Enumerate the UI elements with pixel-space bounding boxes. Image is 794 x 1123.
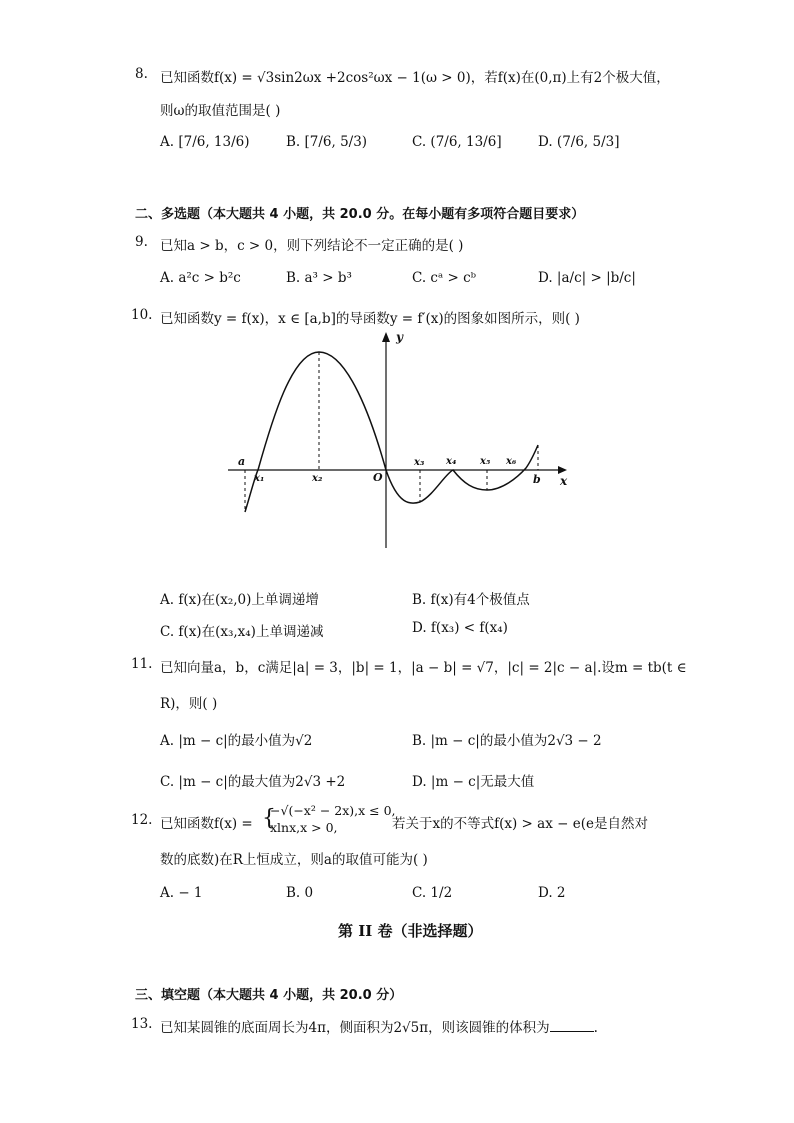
part-two-title: 第 II 卷（非选择题） — [338, 922, 483, 940]
q11-option-c: C. |m − c|的最大值为2√3 +2 — [160, 774, 346, 790]
q13-stem — [160, 1016, 598, 1036]
piecewise-brace: { — [262, 806, 276, 831]
q9-option-c: C. cᵃ > cᵇ — [412, 270, 477, 286]
q9-number: 9. — [135, 234, 148, 250]
q8-number: 8. — [135, 66, 148, 82]
label-x5: x₅ — [480, 456, 491, 467]
answer-blank[interactable] — [550, 1019, 594, 1032]
label-x6: x₆ — [506, 456, 517, 467]
q12-option-c: C. 1/2 — [412, 885, 453, 901]
q8-option-d: D. (7/6, 5/3] — [538, 134, 620, 150]
q13-number: 13. — [131, 1016, 153, 1032]
q9-stem: 已知a > b，c > 0，则下列结论不一定正确的是( ) — [160, 238, 464, 254]
q13-period: . — [593, 1020, 598, 1036]
label-x2: x₂ — [312, 473, 323, 484]
q11-option-b: B. |m − c|的最小值为2√3 − 2 — [412, 733, 602, 749]
section-heading-fill-blank: 三、填空题（本大题共 4 小题，共 20.0 分） — [135, 988, 403, 1003]
q11-stem-line1: 已知向量a，b，c满足|a| = 3，|b| = 1，|a − b| = √7，|c| = 2|c − a|.设m = tb(t ∈ — [160, 660, 687, 676]
q10-option-a: A. f(x)在(x₂,0)上单调递增 — [160, 592, 319, 608]
label-x3: x₃ — [414, 457, 425, 468]
label-x1: x₁ — [254, 473, 265, 484]
label-x4: x₄ — [446, 456, 457, 467]
q8-option-b: B. [7/6, 5/3) — [286, 134, 368, 150]
q13-text: 已知某圆锥的底面周长为4π，侧面积为2√5π，则该圆锥的体积为 — [160, 1020, 550, 1036]
q11-stem-line2: R)，则( ) — [160, 696, 218, 712]
q12-piece-1: −√(−x² − 2x),x ≤ 0, — [270, 803, 396, 818]
q12-piece-2: xlnx,x > 0, — [270, 820, 338, 835]
q8-option-c: C. (7/6, 13/6] — [412, 134, 502, 150]
label-a: a — [238, 455, 246, 468]
q9-option-d: D. |a/c| > |b/c| — [538, 270, 636, 286]
q9-option-b: B. a³ > b³ — [286, 270, 352, 286]
q11-option-a: A. |m − c|的最小值为√2 — [160, 733, 313, 749]
q12-stem-tail: 若关于x的不等式f(x) > ax − e(e是自然对 — [392, 816, 648, 832]
y-axis-label: y — [396, 330, 403, 344]
derivative-curve — [245, 352, 538, 512]
q10-option-b: B. f(x)有4个极值点 — [412, 592, 530, 608]
section-heading-multi-choice: 二、多选题（本大题共 4 小题，共 20.0 分。在每小题有多项符合题目要求） — [135, 207, 585, 222]
q9-option-a: A. a²c > b²c — [160, 270, 241, 286]
q12-stem-line2: 数的底数)在R上恒成立，则a的取值可能为( ) — [160, 852, 428, 868]
q12-option-b: B. 0 — [286, 885, 314, 901]
q10-option-c: C. f(x)在(x₃,x₄)上单调递减 — [160, 624, 324, 640]
q8-stem-line1: 已知函数f(x) = √3sin2ωx +2cos²ωx − 1(ω > 0)，若f(x)在(0,π)上有2个极大值， — [160, 70, 670, 86]
origin-label: O — [373, 471, 383, 484]
y-axis-arrow — [382, 332, 390, 342]
q11-number: 11. — [131, 656, 153, 672]
q11-option-d: D. |m − c|无最大值 — [412, 774, 535, 790]
x-axis-arrow — [558, 466, 567, 474]
q10-number: 10. — [131, 307, 153, 323]
q12-option-d: D. 2 — [538, 885, 566, 901]
label-b: b — [533, 473, 541, 486]
q10-option-d: D. f(x₃) < f(x₄) — [412, 620, 508, 636]
q12-stem-lead: 已知函数f(x) = — [160, 816, 253, 832]
q12-number: 12. — [131, 812, 153, 828]
q10-stem: 已知函数y = f(x)，x ∈ [a,b]的导函数y = f′(x)的图象如图所示，则( ) — [160, 311, 580, 327]
q8-stem-line2: 则ω的取值范围是( ) — [160, 103, 281, 119]
q12-option-a: A. − 1 — [160, 885, 203, 901]
x-axis-label: x — [560, 474, 568, 488]
q8-option-a: A. [7/6, 13/6) — [160, 134, 250, 150]
